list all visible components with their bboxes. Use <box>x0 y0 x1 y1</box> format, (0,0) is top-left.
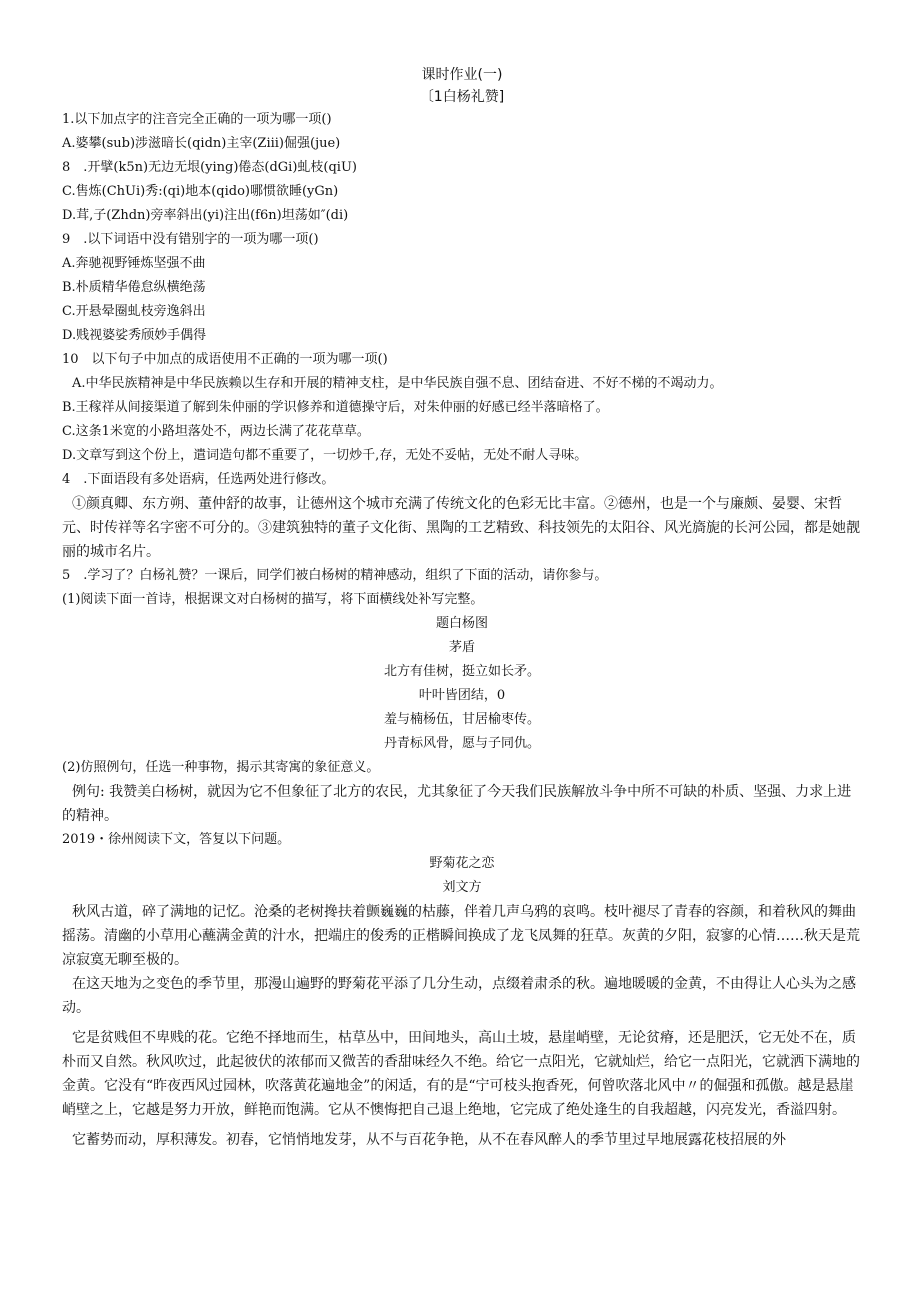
lesson-subtitle: 〔1白杨礼赞] <box>419 89 505 105</box>
question-3-option-c: C.这条1米宽的小路坦落处不，两边长满了花花草草。 <box>62 424 370 439</box>
question-1-option-a: A.婆攀(sub)涉滋暗长(qidn)主宰(Ziii)倔强(jue) <box>62 136 341 151</box>
question-2-option-c: C.开悬晕圈虬枝旁逸斜出 <box>62 304 206 319</box>
poem-author: 茅盾 <box>448 640 475 655</box>
question-5-sub-1: (1)阅读下面一首诗，根据课文对白杨树的描写，将下面横线处补写完整。 <box>62 592 484 607</box>
reading-author: 刘文方 <box>442 880 482 895</box>
page-title: 课时作业(一) <box>421 67 503 83</box>
reading-paragraph-2: 在这天地为之变色的季节里，那漫山遍野的野菊花平添了几分生动，点缀着肃杀的秋。遍地暖暖的金黄，不由得让人心头为之感动。 <box>62 976 856 1016</box>
question-2-option-b: B.朴质精华倦怠纵横绝荡 <box>62 280 206 295</box>
reading-paragraph-1: 秋风古道，碎了满地的记忆。沧桑的老树搀扶着颤巍巍的枯藤，伴着几声乌鸦的哀鸣。枝叶褪尽了青春的容颜，和着秋风的舞曲摇荡。清幽的小草用心蘸满金黄的汁水，把端庄的俊秀的正楷瞬间换成了龙飞凤舞的狂草。灰黄的夕阳，寂寥的心情……秋天是荒凉寂寞无聊至极的。 <box>62 904 860 968</box>
question-2-option-d: D.贱视婆娑秀颀妙手偶得 <box>62 328 207 343</box>
question-4-stem: 4 .下面语段有多处语病，任选两处进行修改。 <box>62 472 335 487</box>
question-3-option-a: A.中华民族精神是中华民族赖以生存和开展的精神支柱，是中华民族自强不息、团结奋进、不好不梯的不竭动力。 <box>72 376 723 391</box>
reading-title: 野菊花之恋 <box>429 856 495 871</box>
question-1-option-b: 8 .开擘(k5n)无边无垠(ying)倦态(dGi)虬枝(qiU) <box>62 160 357 175</box>
poem-line-1: 北方有佳树，挺立如长矛。 <box>383 664 540 679</box>
question-5-stem: 5 .学习了？白杨礼赞？一课后，同学们被白杨树的精神感动，组织了下面的活动，请你参与。 <box>62 568 608 583</box>
question-4-passage: ①颜真卿、东方朔、董仲舒的故事，让德州这个城市充满了传统文化的色彩无比丰富。②德州，也是一个与廉颇、晏婴、宋哲元、时传祥等名字密不可分的。③建筑独特的董子文化街、黑陶的工艺精致、科技领先的太阳谷、风光旖旎的长河公园，都是她靓丽的城市名片。 <box>62 496 860 560</box>
question-3-stem: 10 以下句子中加点的成语使用不正确的一项为哪一项() <box>62 352 388 367</box>
question-5-example: 例句: 我赞美白杨树，就因为它不但象征了北方的农民，尤其象征了今天我们民族解放斗争中所不可缺的朴质、坚强、力求上进的精神。 <box>62 784 852 824</box>
question-3-option-d: D.文章写到这个份上，遣词造句都不重要了，一切炒千,存，无处不妥帖，无处不耐人寻味。 <box>62 448 588 463</box>
question-3-option-b: B.王稼祥从间接渠道了解到朱仲丽的学识修养和道德操守后，对朱仲丽的好感已经半落暗格了。 <box>62 400 609 415</box>
question-2-stem: 9 .以下词语中没有错别字的一项为哪一项() <box>62 232 319 247</box>
poem-line-2: 叶叶皆团结，0 <box>418 688 506 703</box>
poem-title: 题白杨图 <box>435 616 488 631</box>
reading-paragraph-3: 它是贫贱但不卑贱的花。它绝不择地而生，枯草丛中，田间地头，高山土坡，悬崖峭壁，无论贫瘠，还是肥沃，它无处不在，质朴而又自然。秋风吹过，此起彼伏的浓郁而又微苦的香甜味经久不绝。给它一点阳光，它就灿烂，给它一点阳光，它就洒下满地的金黄。它没有“昨夜西风过园林，吹落黄花遍地金”的闲适，有的是“宁可枝头抱香死，何曾吹落北风中〃的倔强和孤傲。越是悬崖峭壁之上，它越是努力开放，鲜艳而饱满。它从不懊悔把自己退上绝地，它完成了绝处逢生的自我超越，闪亮发光，香溢四射。 <box>62 1030 860 1118</box>
question-2-option-a: A.奔驰视野锤炼坚强不曲 <box>62 256 206 271</box>
question-5-sub-2: (2)仿照例句，任选一种事物，揭示其寄寓的象征意义。 <box>62 760 380 775</box>
poem-line-3: 羞与楠杨伍，甘居榆枣传。 <box>383 712 540 727</box>
reading-intro: 2019・徐州阅读下文，答复以下问题。 <box>62 832 291 847</box>
question-1-stem: 1.以下加点字的注音完全正确的一项为哪一项() <box>62 112 332 127</box>
document-page <box>62 64 862 1152</box>
question-1-option-d: D.茸,子(Zhdn)旁率斜出(yi)注出(f6n)坦荡如″(di) <box>62 208 349 223</box>
question-1-option-c: C.售炼(ChUi)秀:(qi)地本(qido)哪惯欲睡(yGn) <box>62 184 339 199</box>
poem-line-4: 丹青标风骨，愿与子同仇。 <box>383 736 540 751</box>
reading-paragraph-4: 它蓄势而动，厚积薄发。初春，它悄悄地发芽，从不与百花争艳，从不在春风醉人的季节里过早地展露花枝招展的外 <box>72 1132 786 1148</box>
